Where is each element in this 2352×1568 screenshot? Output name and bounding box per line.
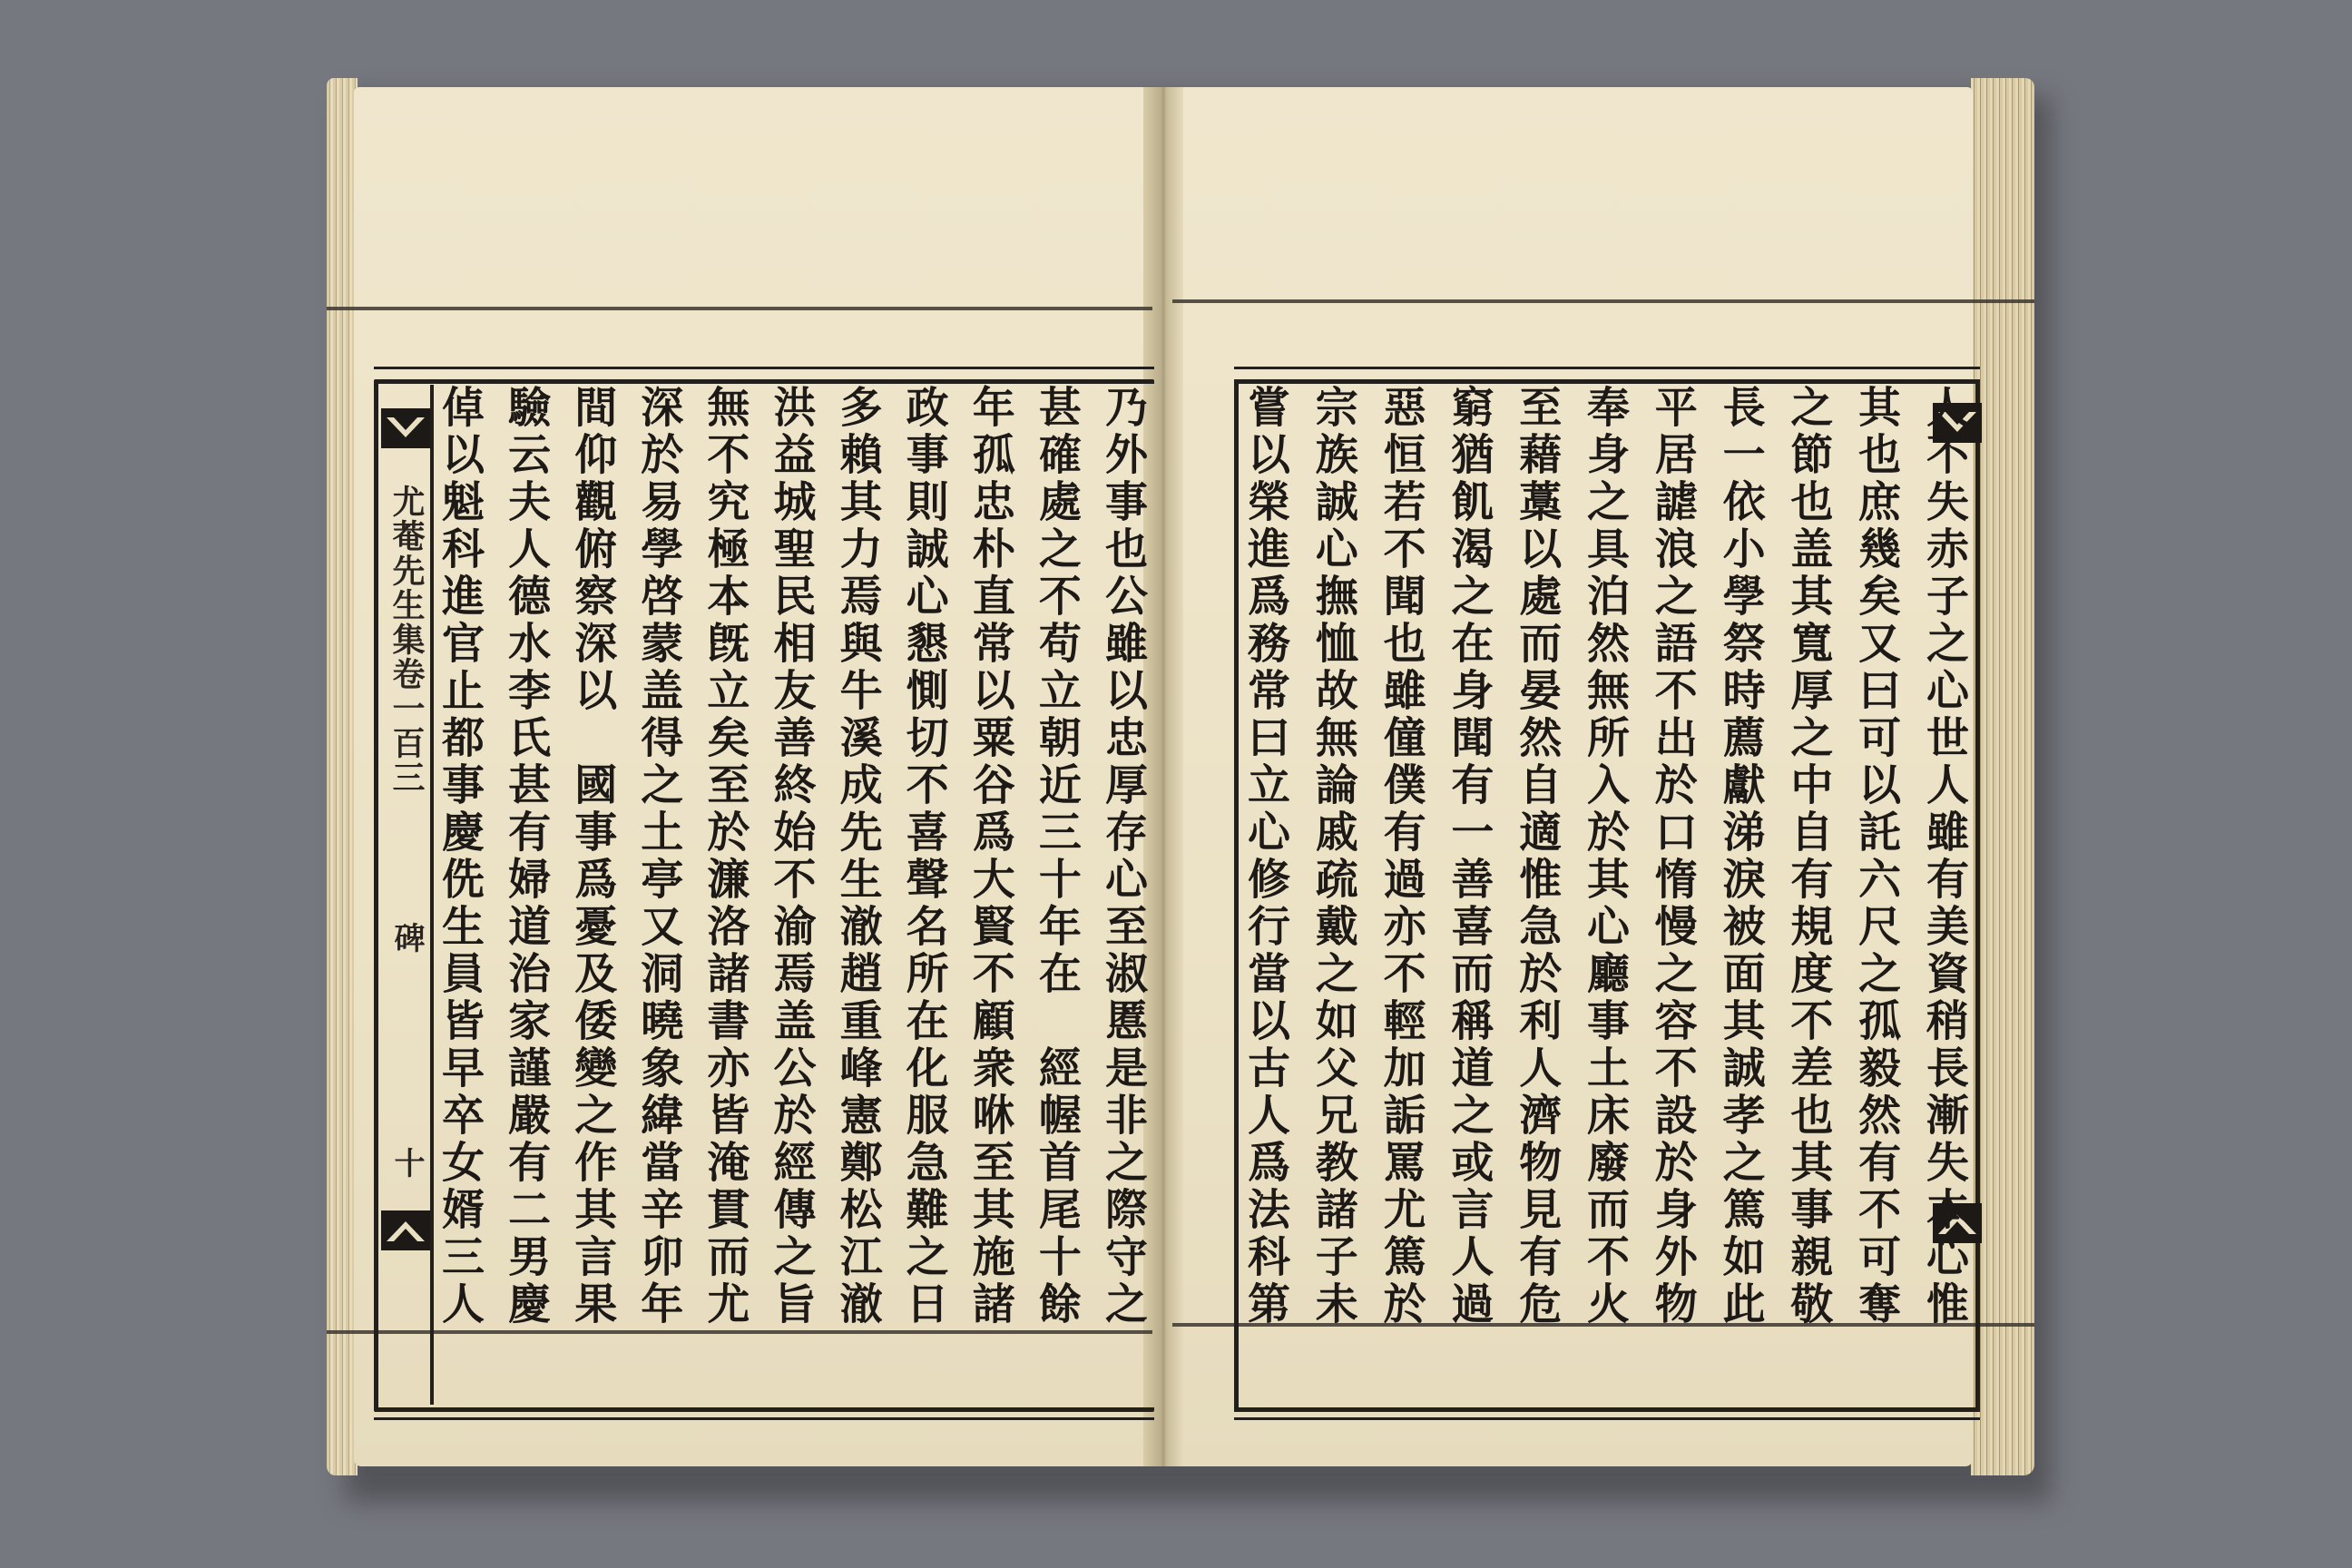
text-column: 甚確處之不苟立朝近三十年在 經幄首尾十餘	[1031, 385, 1082, 1328]
text-column: 洪益城聖民相友善終始不渝焉盖公於經傳之旨	[766, 385, 817, 1328]
right-bottom-rule	[1234, 1417, 1980, 1420]
text-column: 窮猶飢渴之在身聞有一善喜而稱道之或言人過	[1444, 385, 1494, 1328]
left-bottom-rule	[374, 1417, 1154, 1420]
text-column: 政事則誠心懇惻切不喜聲名所在化服急難之日	[898, 385, 949, 1328]
text-column: 人不失赤子之心世人雖有美資稍長漸失本心惟	[1918, 385, 1969, 1328]
fishtail-bottom-left-icon	[381, 1210, 430, 1250]
right-top-rule	[1234, 367, 1980, 369]
text-column: 驗云夫人德水李氏甚有婦道治家謹嚴有二男慶	[501, 385, 552, 1328]
text-column: 惡恒若不聞也雖僮僕有過亦不輕加詬罵尤篤於	[1376, 385, 1426, 1328]
text-column: 平居謔浪之語不出於口惰慢之容不設於身外物	[1647, 385, 1698, 1328]
right-page-text	[1237, 385, 1972, 1405]
page-edges-left	[327, 78, 358, 1475]
text-column: 年孤忠朴直常以粟谷爲大賢不顧衆咻至其施諸	[965, 385, 1015, 1328]
binding-thread-top-right	[1172, 299, 2034, 303]
text-column: 嘗以榮進爲務常曰立心修行當以古人爲法科第	[1240, 385, 1290, 1328]
fishtail-top-left-icon	[381, 408, 430, 448]
collection-title: 尤菴先生集卷一百三	[387, 485, 426, 795]
text-column: 深於易學啓蒙盖得之土亭又洞曉象緯當辛卯年	[633, 385, 684, 1328]
text-column: 無不究極本旣立矣至於濂洛諸書亦皆淹貫而尤	[700, 385, 750, 1328]
text-column: 至藉藁以處而晏然自適惟急於利人濟物見有危	[1512, 385, 1563, 1328]
open-book	[327, 78, 2042, 1489]
text-column: 倬以魁科進官止都事慶侁生員皆早卒女婿三人	[435, 385, 485, 1328]
binding-thread-top-left	[327, 307, 1152, 310]
text-column: 奉身之具泊然無所入於其心廳事土床廢而不火	[1579, 385, 1630, 1328]
left-page-text	[431, 385, 1151, 1405]
genre-label: 碑	[388, 922, 425, 953]
page-number: 十	[388, 1147, 425, 1178]
text-column: 宗族誠心撫恤故無論戚疏戴之如父兄教諸子未	[1308, 385, 1358, 1328]
text-column: 間仰觀俯察深以 國事爲憂及倭變之作其言果	[567, 385, 618, 1328]
page-edges-right	[1971, 78, 2034, 1475]
text-column: 乃外事也公雖以忠厚存心至淑慝是非之際守之	[1097, 385, 1148, 1328]
text-column: 長一依小學祭時薦獻涕淚被面其誠孝之篤如此	[1715, 385, 1766, 1328]
left-top-rule	[374, 367, 1154, 369]
text-column: 其也庶幾矣又曰可以託六尺之孤毅然有不可奪	[1851, 385, 1902, 1328]
banxin-column	[383, 385, 430, 1405]
text-column: 多賴其力焉與牛溪成先生澈趙重峰憲鄭松江澈	[832, 385, 883, 1328]
text-column: 之節也盖其寬厚之中自有規度不差也其事親敬	[1783, 385, 1834, 1328]
